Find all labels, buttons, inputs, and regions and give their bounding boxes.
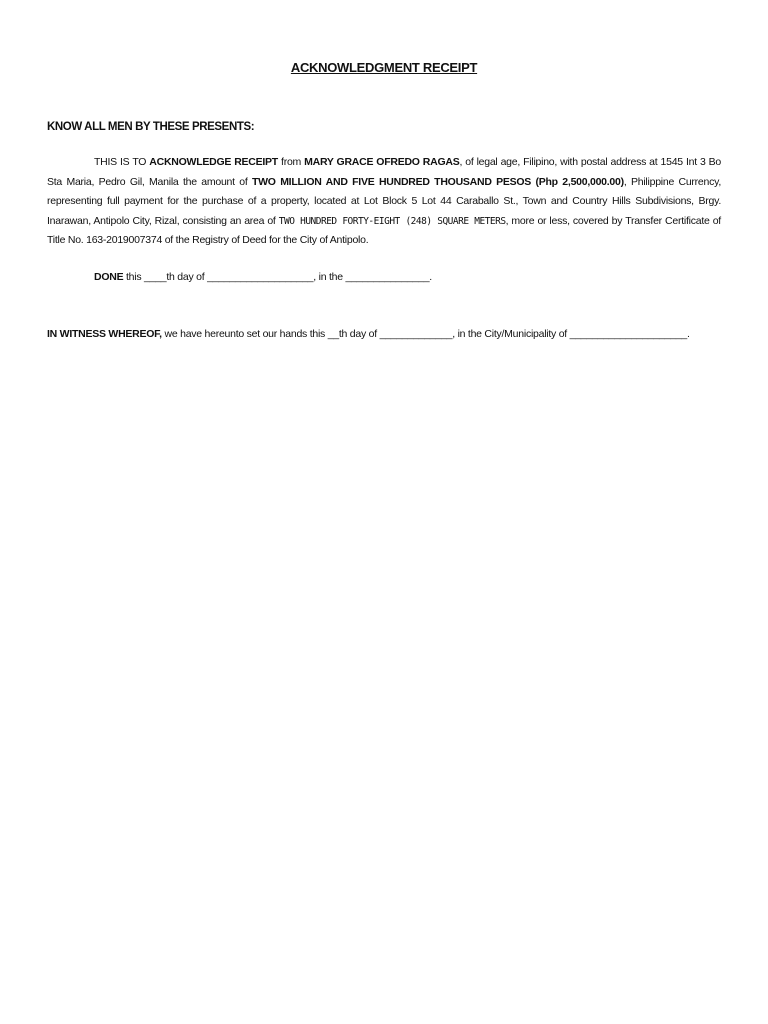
witness-label: IN WITNESS WHEREOF, [47,328,162,340]
witness-rest: we have hereunto set our hands this __th day of _____________, in the City/Municipality of _____________________. [161,328,690,340]
property-text: , Philippine Currency, representing full payment for the purchase of a property, located at Lot Block 5 Lot 44 Caraballo St., Town and Country Hills Subdivisions, Brgy. Inarawan, Antipolo City, Rizal, consisting an area of [47,175,721,227]
done-label: DONE [94,271,124,283]
receipt-paragraph [47,153,721,251]
title-text: , more or less, covered by Transfer Certificate of Title No. 163-2019007374 of the Registry of Deed for the City of Antipolo. [47,214,721,246]
document-heading: KNOW ALL MEN BY THESE PRESENTS: [47,121,255,133]
acknowledge-receipt-text: ACKNOWLEDGE RECEIPT [149,156,278,168]
done-line [47,268,721,288]
amount-text: TWO MILLION AND FIVE HUNDRED THOUSAND PESOS (Php 2,500,000.00) [251,175,624,188]
done-rest: this ____th day of ___________________, in the _______________. [123,271,432,283]
document-title: ACKNOWLEDGMENT RECEIPT [290,60,478,75]
payer-name: MARY GRACE OFREDO RAGAS [304,156,460,168]
paragraph-lead: THIS IS TO [94,156,150,168]
witness-line [47,325,721,345]
address-text: , of legal age, Filipino, with postal address at 1545 Int 3 Bo Sta Maria, Pedro Gil, Manila the amount of [47,156,721,188]
area-text: TWO HUNDRED FORTY-EIGHT (248) SQUARE METERS [278,215,506,227]
from-text: from [277,156,305,168]
